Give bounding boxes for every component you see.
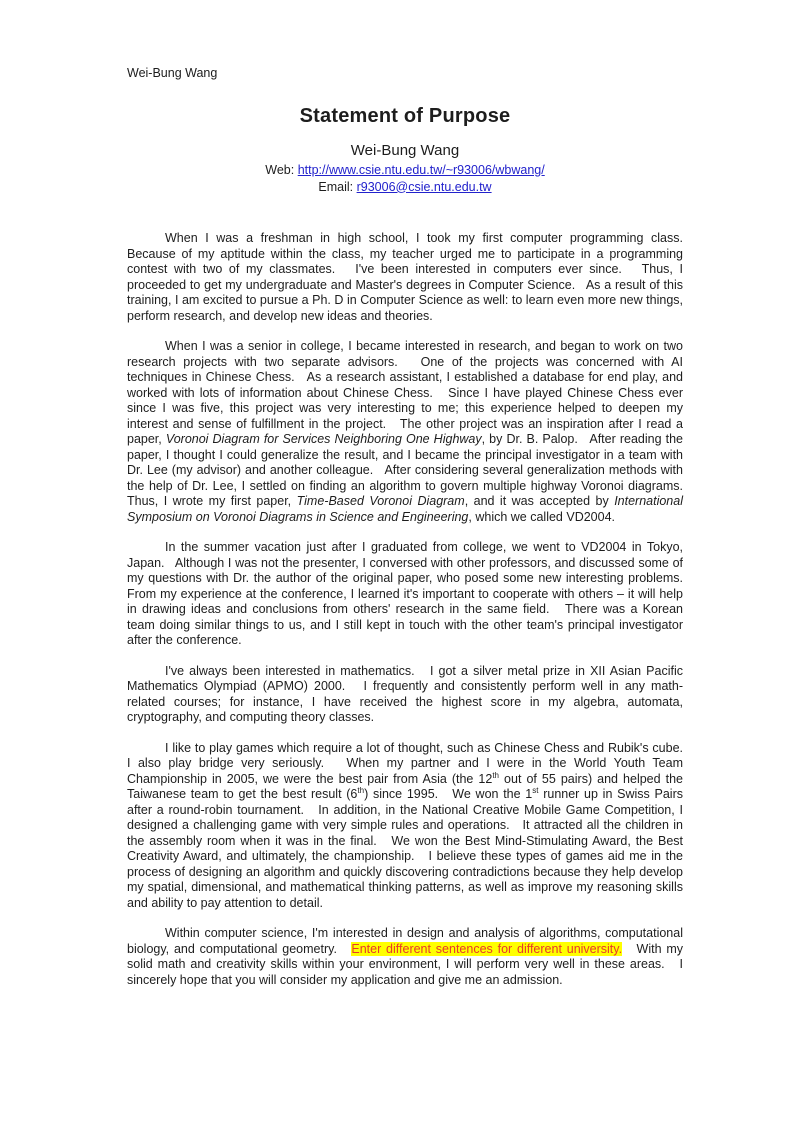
ordinal-superscript: th — [492, 770, 499, 780]
paragraph-text: , and it was accepted by — [464, 494, 615, 508]
document-body — [127, 231, 694, 988]
paragraph-text: With my solid math and creativity skills within your environment, I will perform very well in these areas. I sincerely hope that you will consider my application and give me an admission. — [127, 941, 687, 987]
web-link[interactable]: http://www.csie.ntu.edu.tw/~r93006/wbwang/ — [297, 163, 545, 177]
author-header: Wei-Bung Wang — [127, 66, 218, 80]
paragraph-text: out of 55 pairs) and helped the Taiwanese team to get the best result (6 — [127, 771, 687, 801]
email-label: Email: — [318, 179, 357, 194]
page-title: Statement of Purpose — [299, 105, 511, 127]
ordinal-superscript: th — [357, 785, 365, 795]
web-label: Web: — [265, 163, 298, 177]
paragraph-text: ) since 1995. We won the 1 — [364, 787, 533, 801]
paragraph-text: Within computer science, I'm interested in design and analysis of algorithms, computational biology, and computational geometry. — [127, 926, 687, 956]
paragraph-text: , which we called VD2004. — [468, 509, 615, 524]
paragraph-text: When I was a freshman in high school, I took my first computer programming class. Because of my aptitude within the class, my teacher urged me to participate in a programming contest with two of my classmates. I've been interested in computers ever since. Thus, I proceeded to get my undergraduate and Master's degrees in Computer Science. As a result of this training, I am excited to pursue a Ph. D in Computer Science as well: to learn even more new things, perform research, and develop new ideas and theories. — [127, 231, 694, 323]
paragraph-text: I've always been interested in mathematics. I got a silver metal prize in XII Asian Pacific Mathematics Olympiad (APMO) 2000. I frequently and consistently perform well in any math-related courses; for instance, I have received the highest score in my algebra, automata, cryptography, and computing theory classes. — [127, 663, 687, 724]
italic-title-text: Voronoi Diagram for Services Neighboring One Highway — [165, 432, 482, 446]
ordinal-superscript: st — [532, 785, 539, 795]
paragraph — [127, 231, 694, 324]
paragraph — [127, 663, 687, 726]
byline-name: Wei-Bung Wang — [350, 142, 460, 159]
paragraph — [127, 926, 687, 988]
highlighted-placeholder-note: Enter different sentences for different university. — [351, 941, 623, 956]
paragraph-text: When I was a senior in college, I became interested in research, and began to work on two research projects with two separate advisors. One of the projects was concerned with AI techniques in Chinese Chess. As a research assistant, I established a database for end play, and worked with lots of information about Chinese Chess. Since I have played Chinese Chess ever since I was five, this project was very interesting to me; this experience helped to deepen my interest and sense of fulfillment in the project. The other project was an inspiration after I read a paper, — [127, 339, 687, 446]
paragraph — [127, 339, 694, 525]
paragraph-text: In the summer vacation just after I graduated from college, we went to VD2004 in Tokyo, Japan. Although I was not the presenter, I conversed with other professors, and discussed some of my questions with Dr. the author of the original paper, who posed some new interesting problems. From my experience at the conference, I learned it's important to cooperate with others – it will help in drawing ideas and conclusions from others' research in the same field. There was a Korean team doing similar things to us, and I still kept in touch with the other team's principal investigator after the conference. — [127, 540, 694, 647]
paragraph-text: runner up in Swiss Pairs after a round-robin tournament. In addition, in the National Creative Mobile Game Competition, I designed a challenging game with very simple rules and operations. It attracted all the children in the assembly room when it was in the final. We won the Best Mind-Stimulating Award, the Best Creativity Award, and ultimately, the championship. I believe these types of games aid me in the process of designing an algorithm and quickly discovering contradictions because they help develop my spatial, dimensional, and mathematical thinking patterns, as well as improve my reasoning skills and ability to pay attention to detail. — [127, 787, 687, 910]
italic-title-text: Time-Based Voronoi Diagram — [296, 494, 465, 508]
email-line — [127, 179, 683, 196]
web-line — [127, 162, 683, 179]
paragraph — [127, 740, 694, 912]
paragraph-text: I like to play games which require a lot of thought, such as Chinese Chess and Rubik's cube. I also play bridge very seriously. When my partner and I were in the World Youth Team Championship in 2005, we were the best pair from Asia (the 12 — [127, 740, 694, 786]
email-link[interactable]: r93006@csie.ntu.edu.tw — [356, 179, 492, 194]
paragraph-text: , by Dr. B. Palop. After reading the paper, I thought I could generalize the result, and I became the principal investigator in a team with Dr. Lee (my advisor) and another colleague. After considering several generalization methods with the help of Dr. Lee, I settled on finding an algorithm to govern multiple highway Voronoi diagrams. Thus, I wrote my first paper, — [127, 432, 694, 508]
paragraph — [127, 540, 694, 649]
italic-title-text: International Symposium on Voronoi Diagrams in Science and Engineering — [127, 494, 687, 524]
